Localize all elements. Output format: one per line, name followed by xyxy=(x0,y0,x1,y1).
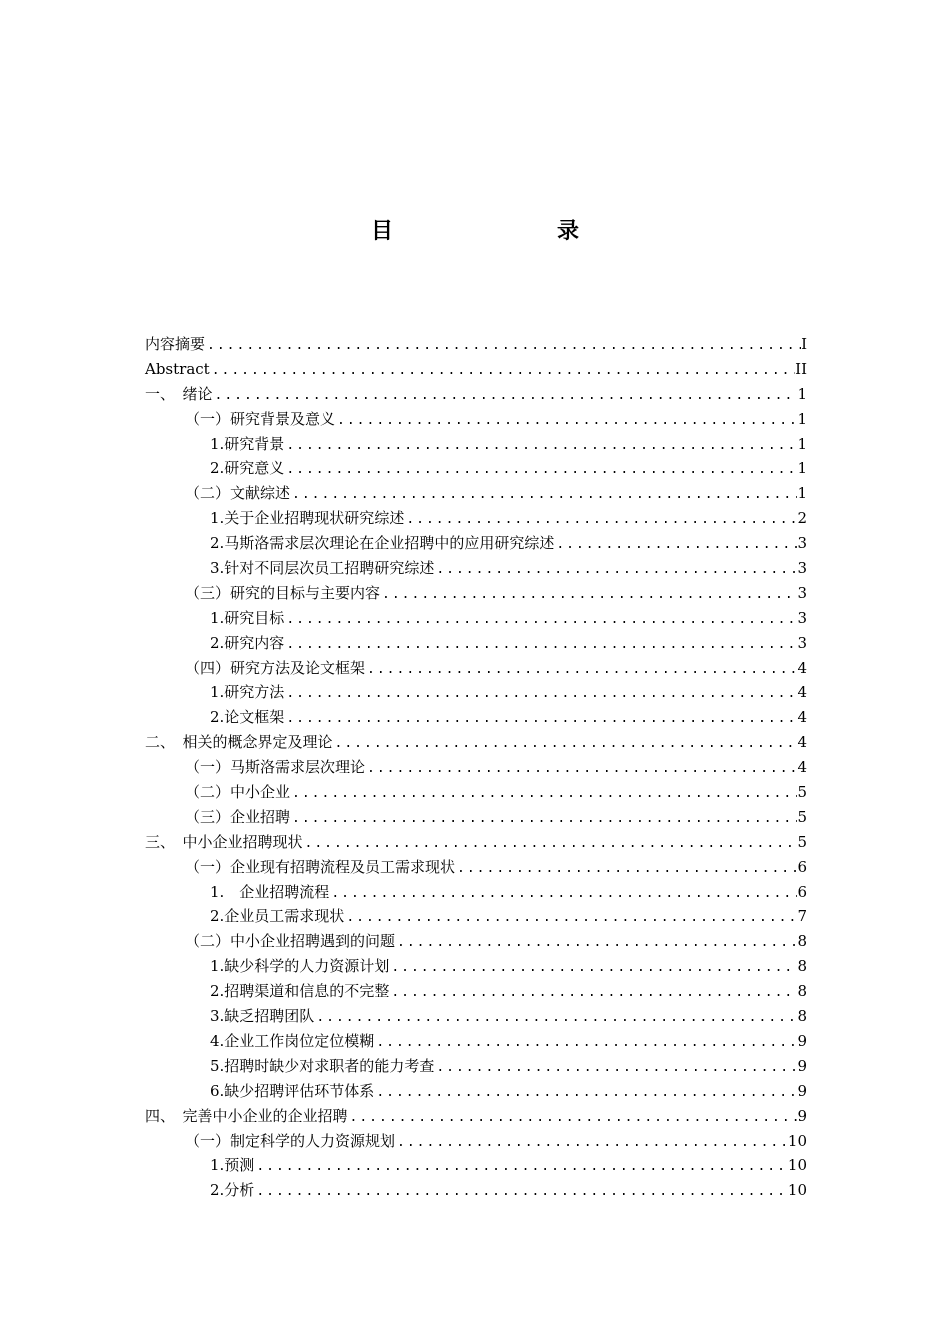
toc-entry-page: 10 xyxy=(787,1181,807,1200)
toc-entry-label: （一）马斯洛需求层次理论 xyxy=(185,758,366,777)
toc-dot-leader xyxy=(389,956,797,981)
toc-dot-leader xyxy=(434,1056,797,1081)
toc-dot-leader xyxy=(290,807,797,832)
toc-entry-page: 5 xyxy=(797,807,807,826)
toc-dot-leader xyxy=(554,533,797,558)
toc-entry[interactable] xyxy=(145,606,807,631)
toc-entry[interactable] xyxy=(145,979,807,1004)
toc-dot-leader xyxy=(380,583,797,608)
toc-entry-label: 3.缺乏招聘团队 xyxy=(210,1007,315,1026)
toc-entry-label: 内容摘要 xyxy=(145,335,206,353)
toc-entry[interactable] xyxy=(145,830,807,855)
toc-entry-label: 1.关于企业招聘现状研究综述 xyxy=(210,509,405,528)
toc-entry-page: 1 xyxy=(797,459,807,478)
toc-dot-leader xyxy=(290,782,797,807)
toc-dot-leader xyxy=(434,558,797,583)
toc-entry[interactable] xyxy=(145,755,807,780)
toc-entry-label: 2.马斯洛需求层次理论在企业招聘中的应用研究综述 xyxy=(210,534,555,553)
toc-entry-page: 8 xyxy=(797,957,807,976)
toc-entry-page: 5 xyxy=(797,783,807,802)
toc-entry-label: Abstract xyxy=(145,359,210,378)
toc-dot-leader xyxy=(314,1006,797,1031)
toc-entry[interactable] xyxy=(145,1029,807,1054)
toc-entry-page: 8 xyxy=(797,1007,807,1026)
toc-entry-page: 8 xyxy=(797,982,807,1001)
toc-entry[interactable] xyxy=(145,954,807,979)
toc-dot-leader xyxy=(284,434,797,459)
toc-entry[interactable] xyxy=(145,407,807,432)
toc-entry-page: 4 xyxy=(797,683,807,702)
toc-entry-label: 2.研究内容 xyxy=(210,633,285,652)
toc-entry-page: 3 xyxy=(797,633,807,652)
toc-dot-leader xyxy=(210,359,795,384)
toc-dot-leader xyxy=(365,658,797,683)
toc-entry[interactable] xyxy=(145,1104,807,1129)
toc-list xyxy=(145,332,807,1203)
toc-entry-label: 2.企业员工需求现状 xyxy=(210,907,345,926)
toc-entry-page: II xyxy=(795,359,807,378)
toc-dot-leader xyxy=(348,1106,798,1131)
toc-entry[interactable] xyxy=(145,929,807,954)
toc-dot-leader xyxy=(290,483,797,508)
toc-entry-label: 2.分析 xyxy=(210,1181,255,1200)
toc-title: 目 录 xyxy=(370,219,619,244)
toc-entry-label: 1.研究背景 xyxy=(210,434,285,453)
toc-entry[interactable] xyxy=(145,730,807,755)
toc-entry[interactable] xyxy=(145,432,807,457)
toc-entry[interactable] xyxy=(145,880,807,905)
toc-entry[interactable] xyxy=(145,780,807,805)
toc-entry-label: 3.针对不同层次员工招聘研究综述 xyxy=(210,559,435,578)
toc-dot-leader xyxy=(284,458,797,483)
toc-dot-leader xyxy=(395,931,797,956)
toc-dot-leader xyxy=(205,334,801,359)
toc-entry-page: 9 xyxy=(797,1031,807,1050)
toc-entry-page: 1 xyxy=(797,484,807,503)
toc-entry-label: 一、 绪论 xyxy=(145,384,213,403)
toc-entry-label: （二）文献综述 xyxy=(185,484,291,503)
toc-entry-page: 4 xyxy=(797,708,807,727)
toc-entry[interactable] xyxy=(145,456,807,481)
toc-entry-label: 2.论文框架 xyxy=(210,708,285,727)
toc-entry-page: 6 xyxy=(797,882,807,901)
toc-entry-page: 8 xyxy=(797,932,807,951)
toc-entry[interactable] xyxy=(145,680,807,705)
toc-entry[interactable] xyxy=(145,481,807,506)
toc-dot-leader xyxy=(303,832,798,857)
toc-entry-label: 1.研究目标 xyxy=(210,608,285,627)
toc-entry-page: 1 xyxy=(797,409,807,428)
toc-entry-label: 1.研究方法 xyxy=(210,683,285,702)
toc-entry[interactable] xyxy=(145,1153,807,1178)
toc-entry[interactable] xyxy=(145,531,807,556)
toc-entry-label: 6.缺少招聘评估环节体系 xyxy=(210,1081,375,1100)
toc-dot-leader xyxy=(333,732,798,757)
toc-dot-leader xyxy=(213,384,798,409)
toc-entry-label: （二）中小企业 xyxy=(185,783,291,802)
toc-entry[interactable] xyxy=(145,855,807,880)
toc-entry-page: 10 xyxy=(787,1131,807,1150)
toc-entry-label: 1. 企业招聘流程 xyxy=(210,882,330,901)
toc-entry-page: 9 xyxy=(797,1106,807,1125)
toc-entry-label: 5.招聘时缺少对求职者的能力考查 xyxy=(210,1056,435,1075)
toc-entry-page: 3 xyxy=(797,534,807,553)
toc-entry-label: （二）中小企业招聘遇到的问题 xyxy=(185,932,396,951)
toc-entry[interactable] xyxy=(145,1054,807,1079)
toc-dot-leader xyxy=(329,882,797,907)
toc-entry[interactable] xyxy=(145,506,807,531)
toc-entry[interactable] xyxy=(145,382,807,407)
toc-entry[interactable] xyxy=(145,581,807,606)
toc-entry-page: 4 xyxy=(797,733,807,752)
toc-entry-label: （三）研究的目标与主要内容 xyxy=(185,583,381,602)
toc-entry-page: 2 xyxy=(797,509,807,528)
toc-entry-label: （一）制定科学的人力资源规划 xyxy=(185,1131,396,1150)
toc-entry-label: （一）企业现有招聘流程及员工需求现状 xyxy=(185,857,456,876)
toc-entry-page: 5 xyxy=(797,832,807,851)
toc-entry[interactable] xyxy=(145,1004,807,1029)
toc-entry-page: 3 xyxy=(797,559,807,578)
toc-entry[interactable] xyxy=(145,357,807,382)
toc-dot-leader xyxy=(254,1180,788,1205)
toc-entry-page: 9 xyxy=(797,1081,807,1100)
toc-entry-label: 1.缺少科学的人力资源计划 xyxy=(210,957,390,976)
toc-entry-page: 4 xyxy=(797,658,807,677)
toc-entry[interactable] xyxy=(145,556,807,581)
toc-entry[interactable] xyxy=(145,1178,807,1203)
toc-dot-leader xyxy=(374,1081,797,1106)
toc-entry-page: 4 xyxy=(797,758,807,777)
toc-dot-leader xyxy=(389,981,797,1006)
toc-entry[interactable] xyxy=(145,1079,807,1104)
toc-dot-leader xyxy=(284,682,797,707)
toc-entry-label: 三、 中小企业招聘现状 xyxy=(145,832,303,851)
toc-dot-leader xyxy=(344,906,797,931)
toc-dot-leader xyxy=(365,757,797,782)
toc-entry[interactable] xyxy=(145,332,807,357)
toc-dot-leader xyxy=(455,857,797,882)
toc-entry-page: 3 xyxy=(797,608,807,627)
toc-entry-label: 四、 完善中小企业的企业招聘 xyxy=(145,1106,348,1125)
toc-entry-label: 4.企业工作岗位定位模糊 xyxy=(210,1031,375,1050)
toc-dot-leader xyxy=(284,608,797,633)
toc-entry-label: （三）企业招聘 xyxy=(185,807,291,826)
toc-dot-leader xyxy=(374,1031,797,1056)
toc-dot-leader xyxy=(284,707,797,732)
toc-entry[interactable] xyxy=(145,1129,807,1154)
toc-entry-label: 1.预测 xyxy=(210,1156,255,1175)
toc-entry-label: 二、 相关的概念界定及理论 xyxy=(145,733,333,752)
toc-entry-label: 2.招聘渠道和信息的不完整 xyxy=(210,982,390,1001)
toc-entry[interactable] xyxy=(145,705,807,730)
toc-entry[interactable] xyxy=(145,904,807,929)
toc-dot-leader xyxy=(284,633,797,658)
toc-entry[interactable] xyxy=(145,631,807,656)
toc-entry-page: 6 xyxy=(797,857,807,876)
toc-entry-label: （四）研究方法及论文框架 xyxy=(185,658,366,677)
toc-entry-label: （一）研究背景及意义 xyxy=(185,409,336,428)
toc-entry[interactable] xyxy=(145,805,807,830)
toc-entry[interactable] xyxy=(145,656,807,681)
toc-dot-leader xyxy=(404,508,797,533)
toc-dot-leader xyxy=(335,409,797,434)
toc-entry-page: I xyxy=(801,335,807,353)
toc-entry-page: 9 xyxy=(797,1056,807,1075)
toc-entry-page: 7 xyxy=(797,907,807,926)
toc-entry-page: 1 xyxy=(797,434,807,453)
toc-dot-leader xyxy=(395,1131,788,1156)
toc-entry-page: 1 xyxy=(797,384,807,403)
toc-entry-label: 2.研究意义 xyxy=(210,459,285,478)
toc-dot-leader xyxy=(254,1155,788,1180)
toc-entry-page: 10 xyxy=(787,1156,807,1175)
toc-entry-page: 3 xyxy=(797,583,807,602)
